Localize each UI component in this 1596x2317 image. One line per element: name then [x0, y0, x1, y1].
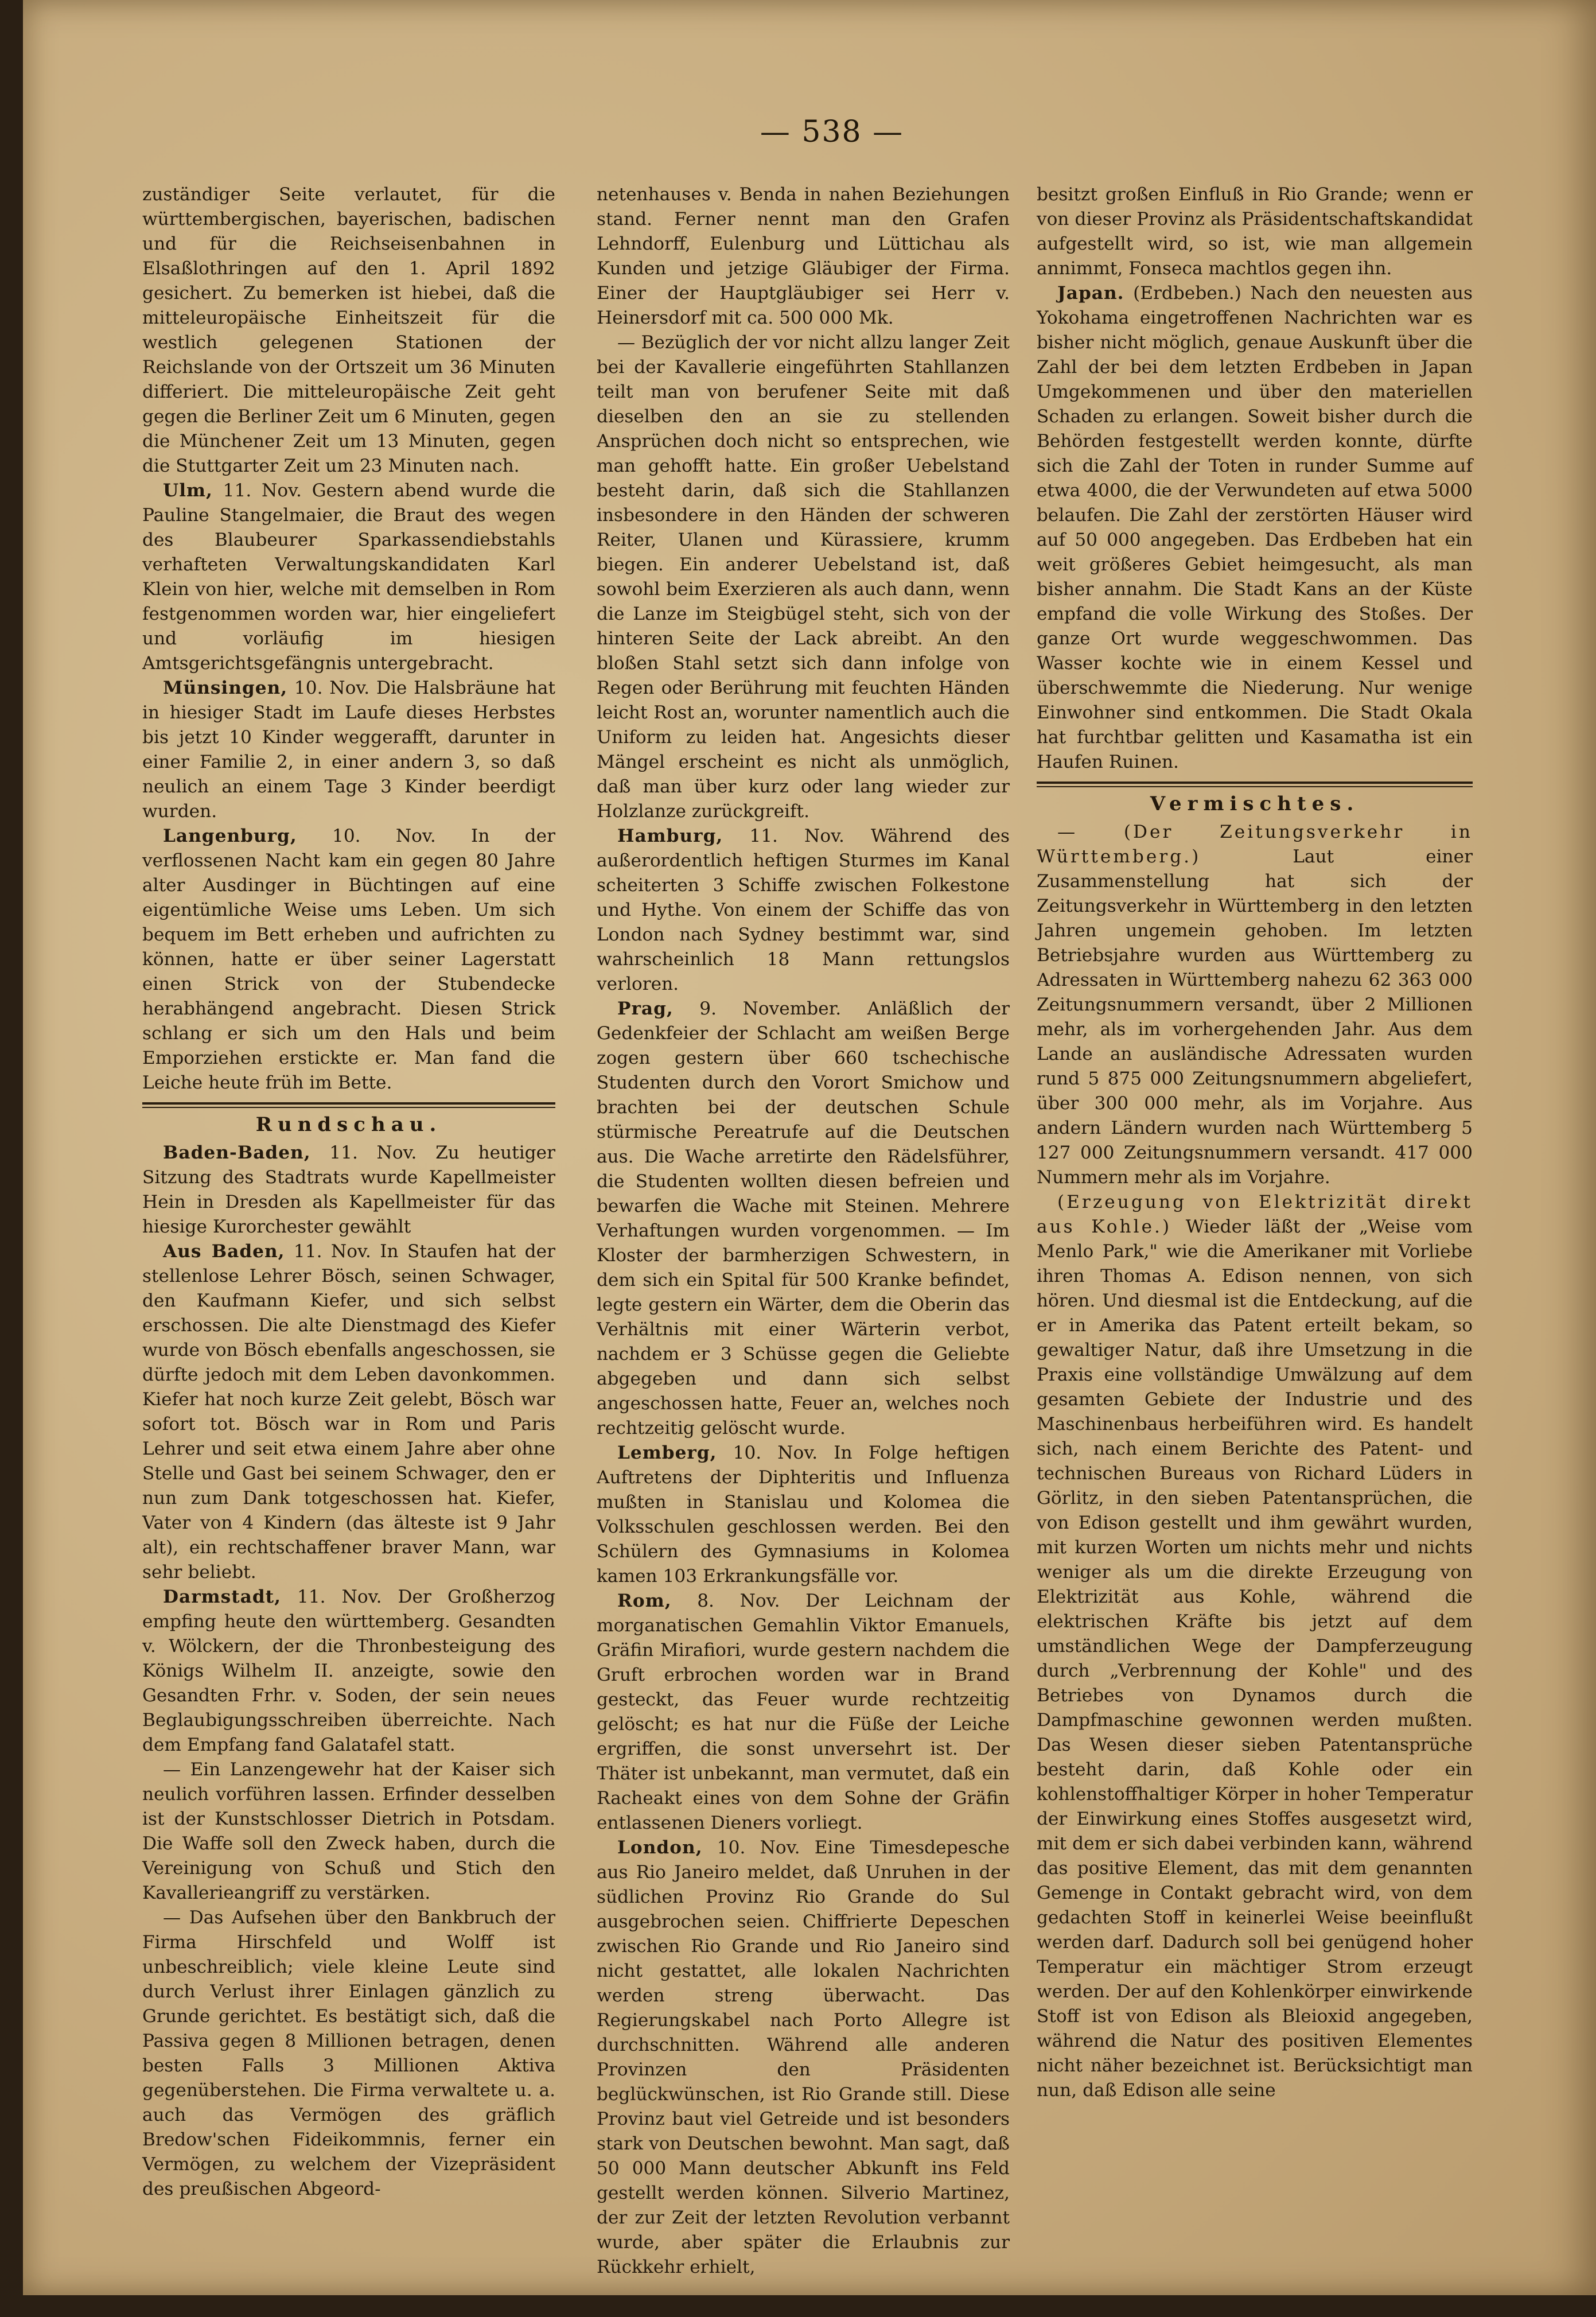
newspaper-page: [23, 0, 1596, 2295]
article-elektrizitaet-heading: (Erzeugung von Elektrizität direkt aus Kohle.): [1037, 1192, 1473, 1237]
article-langenburg-text: 10. Nov. In der verflossenen Nacht kam ein gegen 80 Jahre alter Ausdinger in Büchtingen auf eine eigentümliche Weise ums Leben. Um sich bequem im Bett erheben und aufrichten zu können, hatte er über seiner Lagerstatt einen Strick von der Stubendecke herabhängend angebracht. Diesen Strick schlang er sich um den Hals und beim Emporziehen erstickte er. Man fand die Leiche heute früh im Bette.: [142, 826, 555, 1093]
dateline-japan: Japan.: [1057, 283, 1124, 304]
article-lemberg: [597, 1441, 1010, 1589]
article-rom-text: 8. Nov. Der Leichnam der morganatischen Gemahlin Viktor Emanuels, Gräfin Mirafiori, wurde gestern nachdem die Gruft erbrochen worden war in Brand gesteckt, das Feuer wurde rechtzeitig gelöscht; es hat nur die Füße der Leiche ergriffen, die sonst unversehrt ist. Der Thäter ist unbekannt, man vermutet, daß ein Racheakt eines von dem Sohne der Gräfin entlassenen Dieners vorliegt.: [597, 1591, 1010, 1833]
dateline-lemberg: Lemberg,: [617, 1443, 717, 1463]
column-2: [597, 182, 1010, 2277]
article-lemberg-text: 10. Nov. In Folge heftigen Auftretens der Diphteritis und Influenza mußten in Stanislau und Kolomea die Volksschulen geschlossen werden. Bei den Schülern des Gymnasiums in Kolomea kamen 103 Erkrankungsfälle vor.: [597, 1443, 1010, 1587]
article-bankbruch-continued: netenhauses v. Benda in nahen Beziehungen stand. Ferner nennt man den Grafen Lehndorff, Eulenburg und Lüttichau als Kunden und jetzige Gläubiger der Firma. Einer der Hauptgläubiger sei Herr v. Heinersdorf mit ca. 500 000 Mk.: [597, 184, 1010, 328]
article-stahllanzen: — Bezüglich der vor nicht allzu langer Zeit bei der Kavallerie eingeführten Stahllanzen teilt man von berufener Seite mit daß dieselben den an sie zu stellenden Ansprüchen doch nicht so entsprechen, wie man gehofft hatte. Ein großer Uebelstand besteht darin, daß sich die Stahllanzen insbesondere in den Händen der schweren Reiter, Ulanen und Kürassiere, krumm biegen. Ein anderer Uebelstand ist, daß sowohl beim Exerzieren als auch dann, wenn die Lanze im Steigbügel steht, sich von der hinteren Seite der Lack abreibt. An den bloßen Stahl setzt sich dann infolge von Regen oder Berührung mit feuchten Händen leicht Rost an, worunter namentlich auch die Uniform zu leiden hat. Angesichts dieser Mängel erscheint es nicht als unmöglich, daß man über kurz oder lang wieder zur Holzlanze zurückgreift.: [597, 332, 1010, 822]
section-heading-rundschau: Rundschau.: [255, 1113, 442, 1136]
article-japan-text: (Erdbeben.) Nach den neuesten aus Yokohama eingetroffenen Nachrichten war es bisher nicht möglich, genaue Auskunft über die Zahl der bei dem letzten Erdbeben in Japan Umgekommenen und über den materiellen Schaden zu erlangen. Soweit bisher durch die Behörden festgestellt werden konnte, dürfte sich die Zahl der Toten in runder Summe auf etwa 4000, die der Verwundeten auf etwa 5000 belaufen. Die Zahl der zerstörten Häuser wird auf 50 000 angegeben. Das Erdbeben hat ein weit größeres Gebiet heimgesucht, als man bisher annahm. Die Stadt Kans an der Küste empfand die volle Wirkung des Stoßes. Der ganze Ort wurde weggeschwommen. Das Wasser kochte wie in einem Kessel und überschwemmte die Niederung. Nur wenige Einwohner sind entkommen. Die Stadt Okala hat furchtbar gelitten und Kasamatha ist ein Haufen Ruinen.: [1037, 283, 1473, 772]
article-hamburg-text: 11. Nov. Während des außerordentlich heftigen Sturmes im Kanal scheiterten 3 Schiffe zwischen Folkestone und Hythe. Von einem der Schiffe das von London nach Sydney bestimmt war, sind wahrscheinlich 18 Mann rettungslos verloren.: [597, 826, 1010, 994]
article-bankbruch: — Das Aufsehen über den Bankbruch der Firma Hirschfeld und Wolff ist unbeschreiblich; viele kleine Leute sind durch Verlust ihrer Einlagen gänzlich zu Grunde gerichtet. Es bestätigt sich, daß die Passiva gegen 8 Millionen betragen, denen besten Falls 3 Millionen Aktiva gegenüberstehen. Die Firma verwaltete u. a. auch das Vermögen des gräflich Bredow'schen Fideikommnis, ferner ein Vermögen, zu welchem der Vizepräsident des preußischen Abgeord-: [142, 1907, 555, 2199]
article-langenburg: [142, 824, 555, 1095]
page-number: — 538 —: [760, 115, 904, 149]
article-aus-baden-text: 11. Nov. In Staufen hat der stellenlose Lehrer Bösch, seinen Schwager, den Kaufmann Kiefer, und sich selbst erschossen. Die alte Dienstmagd des Kiefer wurde von Bösch ebenfalls angeschossen, sie dürfte jedoch mit dem Leben davonkommen. Kiefer hat noch kurze Zeit gelebt, Bösch war sofort tot. Bösch war in Rom und Paris Lehrer und seit etwa einem Jahre aber ohne Stelle und Gast bei seinem Schwager, den er nun zum Dank totgeschossen hat. Kiefer, Vater von 4 Kindern (das älteste ist 9 Jahr alt), ein rechtschaffener braver Mann, war sehr beliebt.: [142, 1241, 555, 1583]
article-aus-baden: [142, 1239, 555, 1585]
article-prag: [597, 997, 1010, 1441]
article-rom: [597, 1589, 1010, 1836]
article-lanzengewehr: — Ein Lanzengewehr hat der Kaiser sich neulich vorführen lassen. Erfinder desselben ist der Kunstschlosser Dietrich in Potsdam. Die Waffe soll den Zweck haben, durch die Vereinigung von Schuß und Stich den Kavallerieangriff zu verstärken.: [142, 1759, 555, 1903]
article-darmstadt-text: 11. Nov. Der Großherzog empfing heute den württemberg. Gesandten v. Wölckern, der die Thronbesteigung des Königs Wilhelm II. anzeigte, sowie den Gesandten Frhr. v. Soden, der sein neues Beglaubigungsschreiben überreichte. Nach dem Empfang fand Galatafel statt.: [142, 1587, 555, 1755]
dateline-prag: Prag,: [617, 998, 674, 1019]
article-zeitungsverkehr-heading: — (Der Zeitungsverkehr in Württemberg.): [1037, 822, 1473, 867]
article-muensingen-text: 10. Nov. Die Halsbräune hat in hiesiger Stadt im Laufe dieses Herbstes bis jetzt 10 Kinder weggerafft, darunter in einer Familie 2, in einer andern 3, so daß neulich an einem Tage 3 Kinder beerdigt wurden.: [142, 678, 555, 822]
article-ulm: [142, 479, 555, 676]
article-hamburg: [597, 824, 1010, 997]
article-japan: [1037, 281, 1473, 775]
dateline-london: London,: [617, 1837, 703, 1858]
article-baden-baden-text: 11. Nov. Zu heutiger Sitzung des Stadtrats wurde Kapellmeister Hein in Dresden als Kapellmeister für das hiesige Kurorchester gewählt: [142, 1142, 555, 1237]
section-heading-vermischtes: Vermischtes.: [1150, 792, 1360, 815]
dateline-ulm: Ulm,: [163, 480, 213, 501]
article-zeitzone-continued: zuständiger Seite verlautet, für die württembergischen, bayerischen, badischen und für die Reichseisenbahnen in Elsaßlothringen auf den 1. April 1892 gesichert. Zu bemerken ist hiebei, daß die mitteleuropäische Einheitszeit für die westlich gelegenen Stationen der Reichslande von der Ortszeit um 36 Minuten differiert. Die mitteleuropäische Zeit geht gegen die Berliner Zeit um 6 Minuten, gegen die Münchener Zeit um 13 Minuten, gegen die Stuttgarter Zeit um 23 Minuten nach.: [142, 184, 555, 476]
article-london: [597, 1836, 1010, 2280]
dateline-aus-baden: Aus Baden,: [163, 1241, 285, 1262]
dateline-baden-baden: Baden-Baden,: [163, 1142, 311, 1163]
dateline-hamburg: Hamburg,: [617, 826, 723, 846]
dateline-darmstadt: Darmstadt,: [163, 1587, 281, 1607]
article-baden-baden: [142, 1141, 555, 1239]
column-1: [142, 182, 555, 2199]
dateline-langenburg: Langenburg,: [163, 826, 297, 846]
article-darmstadt: [142, 1585, 555, 1758]
dateline-muensingen: Münsingen,: [163, 678, 288, 698]
article-muensingen: [142, 676, 555, 824]
article-elektrizitaet: [1037, 1190, 1473, 2103]
article-elektrizitaet-text: Wieder läßt der „Weise vom Menlo Park," wie die Amerikaner mit Vorliebe ihren Thomas A. Edison nennen, von sich hören. Und diesmal ist die Entdeckung, auf die er in Amerika das Patent erteilt bekam, so gewaltiger Natur, daß ihre Umsetzung in die Praxis eine vollständige Umwälzung auf dem gesamten Gebiete der Industrie und des Maschinenbaus herbeiführen wird. Es handelt sich, nach einem Berichte des Patent- und technischen Bureaus von Richard Lüders in Görlitz, in den sieben Patentansprüchen, die von Edison gestellt und ihm gewährt wurden, mit kurzen Worten um nichts mehr und nichts weniger als um die direkte Erzeugung von Elektrizität aus Kohle, während die elektrischen Kräfte bis jetzt auf dem umständlichen Wege der Dampferzeugung durch „Verbrennung der Kohle" und des Betriebes von Dynamos durch die Dampfmaschine gewonnen werden mußten. Das Wesen dieser sieben Patentansprüche besteht darin, daß Kohle oder ein kohlenstoffhaltiger Körper in hoher Temperatur der Einwirkung eines Stoffes ausgesetzt wird, mit dem er sich dabei verbinden kann, während das positive Element, das mit dem genannten Gemenge in Contakt gebracht wird, von dem gedachten Stoff in keinerlei Weise beeinflußt werden darf. Dadurch soll bei genügend hoher Temperatur ein mächtiger Strom erzeugt werden. Der auf den Kohlenkörper einwirkende Stoff ist von Edison als Bleioxid angegeben, während die Natur des positiven Elementes nicht näher bezeichnet ist. Berücksichtigt man nun, daß Edison alle seine: [1037, 1216, 1473, 2101]
article-ulm-text: 11. Nov. Gestern abend wurde die Pauline Stangelmaier, die Braut des wegen des Blaubeurer Sparkassendiebstahls verhafteten Verwaltungskandidaten Karl Klein von hier, welche mit demselben in Rom festgenommen worden war, hier eingeliefert und vorläufig im hiesigen Amtsgerichtsgefängnis untergebracht.: [142, 480, 555, 674]
column-3: [1037, 182, 1473, 2156]
article-london-text: 10. Nov. Eine Timesdepesche aus Rio Janeiro meldet, daß Unruhen in der südlichen Provinz Rio Grande do Sul ausgebrochen seien. Chiffrierte Depeschen zwischen Rio Grande und Rio Janeiro sind nicht gestattet, alle lokalen Nachrichten werden streng überwacht. Das Regierungskabel nach Porto Allegre ist durchschnitten. Während alle anderen Provinzen den Präsidenten beglückwünschen, ist Rio Grande still. Diese Provinz baut viel Getreide und ist besonders stark von Deutschen bewohnt. Man sagt, daß 50 000 Mann deutscher Abkunft ins Feld gestellt werden können. Silverio Martinez, der zur Zeit der letzten Revolution verbannt wurde, aber später die Erlaubnis zur Rückkehr erhielt,: [597, 1837, 1010, 2277]
section-divider: [142, 1102, 555, 1108]
dateline-rom: Rom,: [617, 1591, 672, 1611]
article-prag-text: 9. November. Anläßlich der Gedenkfeier der Schlacht am weißen Berge zogen gestern über 660 tschechische Studenten durch den Vorort Smichow und brachten bei der deutschen Schule stürmische Pereatrufe auf die Deutschen aus. Die Wache arretirte den Rädelsführer, die Studenten wollten diesen befreien und bewarfen die Wache mit Steinen. Mehrere Verhaftungen wurden vorgenommen. — Im Kloster der barmherzigen Schwestern, in dem sich ein Spital für 500 Kranke befindet, legte gestern ein Wärter, dem die Oberin das Verhältnis mit einer Wärterin verbot, nachdem er 3 Schüsse gegen die Geliebte abgegeben und dann sich selbst angeschossen hatte, Feuer an, welches noch rechtzeitig gelöscht wurde.: [597, 998, 1010, 1439]
article-zeitungsverkehr: [1037, 820, 1473, 1190]
section-divider: [1037, 782, 1473, 787]
article-london-continued: besitzt großen Einfluß in Rio Grande; wenn er von dieser Provinz als Präsidentschaftskandidat aufgestellt wird, so ist, wie man allgemein annimmt, Fonseca machtlos gegen ihn.: [1037, 184, 1473, 279]
article-zeitungsverkehr-text: Laut einer Zusammenstellung hat sich der Zeitungsverkehr in Württemberg in den letzten Jahren ungemein gehoben. Im letzten Betriebsjahre wurden aus Württemberg zu Adressaten in Württemberg nahezu 62 363 000 Zeitungsnummern versandt, über 2 Millionen mehr, als im vorhergehenden Jahr. Aus dem Lande an ausländische Adressaten wurden rund 5 875 000 Zeitungsnummern abgeliefert, über 300 000 mehr, als im Vorjahre. Aus andern Ländern wurden nach Württemberg 5 127 000 Zeitungsnummern versandt. 417 000 Nummern mehr als im Vorjahre.: [1037, 846, 1473, 1188]
